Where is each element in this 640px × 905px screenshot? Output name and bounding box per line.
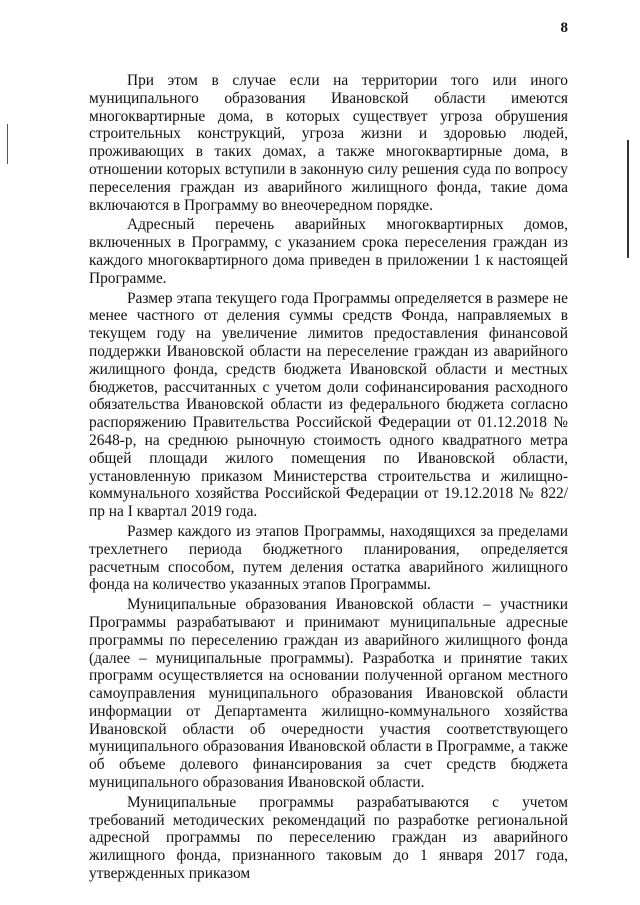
paragraph-later-stages: Размер каждого из этапов Программы, находящихся за пределами трехлетнего периода бюджетного планирования, определяется расчетным способом, путем деления остатка аварийного жилищного фонда на количество указанных этапов Программы. <box>89 522 568 594</box>
paragraph-address-list: Адресный перечень аварийных многоквартирных домов, включенных в Программу, с указанием срока переселения граждан из каждого многоквартирного дома приведен в приложении 1 к настоящей Программе. <box>89 216 568 287</box>
document-body <box>89 72 568 883</box>
paragraph-stage-size: Размер этапа текущего года Программы определяется в размере не менее частного от деления суммы средств Фонда, направляемых в текущем году на увеличение лимитов предоставления финансовой поддержки Ивановской области на переселение граждан из аварийного жилищного фонда, средств бюджета Ивановской области и местных бюджетов, рассчитанных с учетом доли софинансирования расходного обязательства Ивановской области из федерального бюджета согласно распоряжению Правительства Российской Федерации от 01.12.2018 № 2648-р, на среднюю рыночную стоимость одного квадратного метра общей площади жилого помещения по Ивановской области, установленную приказом Министерства строительства и жилищно-коммунального хозяйства Российской Федерации от 19.12.2018 № 822/пр на I квартал 2019 года. <box>89 289 568 521</box>
scan-edge-mark-left <box>7 124 8 164</box>
paragraph-emergency-inclusion: При этом в случае если на территории того или иного муниципального образования Ивановской области имеются многоквартирные дома, в которых существует угроза обрушения строительных конструкций, угроза жизни и здоровью людей, проживающих в таких домах, а также многоквартирные дома, в отношении которых вступили в законную силу решения суда по вопросу переселения граждан из аварийного жилищного фонда, такие дома включаются в Программу во внеочередном порядке. <box>89 72 568 214</box>
page-number: 8 <box>560 20 568 36</box>
paragraph-municipal-programs: Муниципальные образования Ивановской области – участники Программы разрабатывают и принимают муниципальные адресные программы по переселению граждан из аварийного жилищного фонда (далее – муниципальные программы). Разработка и принятие таких программ осуществляется на основании полученной органом местного самоуправления муниципального образования Ивановской области информации от Департамента жилищно-коммунального хозяйства Ивановской области об очередности участия соответствующего муниципального образования Ивановской области в Программе, а также об объеме долевого финансирования за счет средств бюджета муниципального образования Ивановской области. <box>89 596 568 792</box>
scan-edge-mark-right <box>627 140 629 258</box>
paragraph-methodical-recommendations: Муниципальные программы разрабатываются с учетом требований методических рекомендаций по разработке региональной адресной программы по переселению граждан из аварийного жилищного фонда, признанного таковым до 1 января 2017 года, утвержденных приказом <box>89 793 568 883</box>
